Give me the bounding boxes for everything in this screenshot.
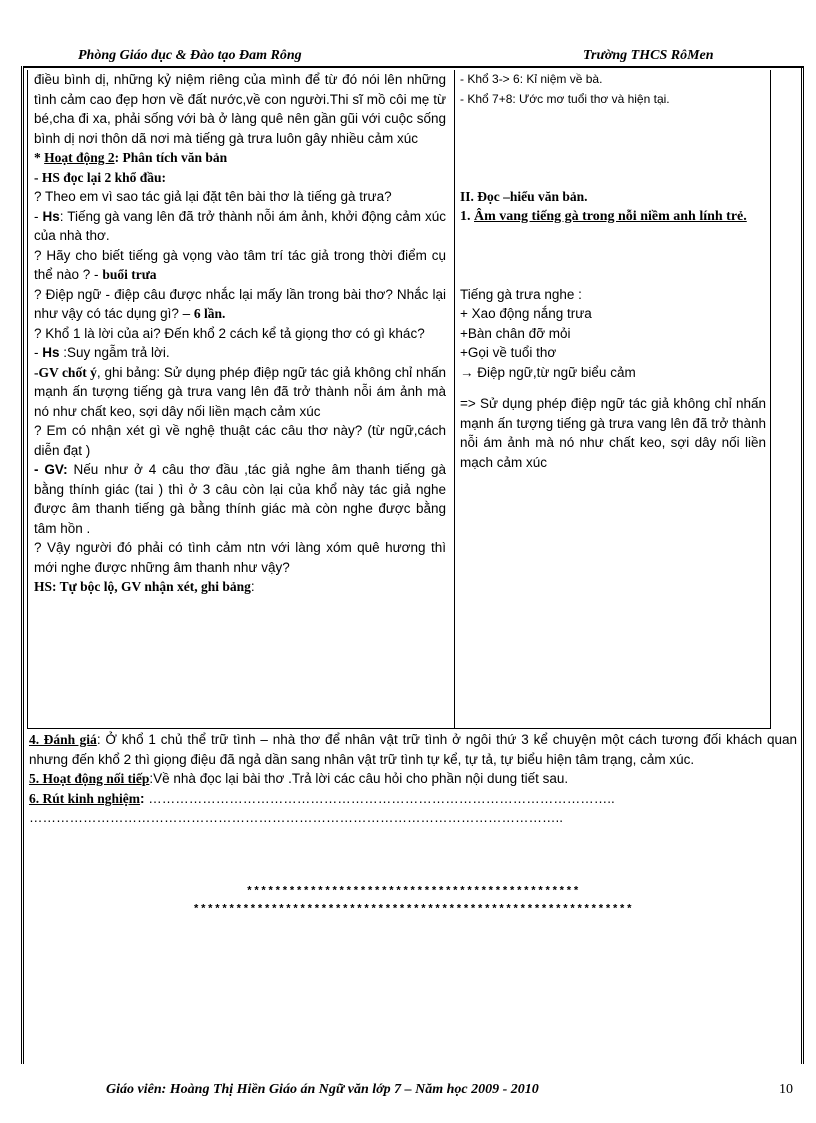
lesson-content-column	[460, 70, 766, 472]
page-number: 10	[779, 1082, 793, 1097]
heard-intro: Tiếng gà trưa nghe :	[460, 286, 582, 302]
conclusion-paragraph: => Sử dụng phép điệp ngữ tác giả không chỉ nhấn mạnh ấn tượng tiếng gà trưa vang lên đã trở thành nỗi ám ảnh mà nó như chất keo, sợi dây nối liền mạch cảm xúc	[460, 396, 766, 470]
answer-4: - Hs :Suy ngẫm trả lời.	[34, 345, 170, 360]
teacher-activities-column	[34, 70, 446, 597]
section-5-followup: 5. Hoạt động nối tiếp:Về nhà đọc lại bài thơ .Trả lời các câu hỏi cho phần nội dung tiết sau.	[29, 771, 569, 786]
header-rule	[24, 66, 803, 68]
heard-item-3: +Gọi về tuổi thơ	[460, 345, 557, 360]
table-border-bottom	[27, 728, 771, 729]
section-2-heading: II. Đọc –hiểu văn bản.	[460, 189, 588, 204]
question-2-answer: buổi trưa	[102, 267, 157, 282]
closing-sections	[29, 730, 797, 828]
question-6: ? Vậy người đó phải có tình cảm ntn với làng xóm quê hương thì mới nghe được những âm thanh như vậy?	[34, 540, 446, 575]
activity-2-label: Hoạt động 2	[44, 150, 115, 165]
intro-paragraph: điều bình dị, những kỷ niệm riêng của mình để từ đó nói lên những tình cảm cao đẹp hơn về đất nước,về con người.Thi sĩ mồ côi mẹ từ bé,cha đi xa, phải sống với bà ở làng quê nên gần gũi với cuộc sống bình dị nơi thôn dã nơi mà tiếng gà trưa luôn gây nhiều cảm xúc	[34, 72, 446, 146]
question-5: ? Em có nhận xét gì về nghệ thuật các câu thơ này? (từ ngữ,cách diễn đạt )	[34, 423, 446, 458]
section-6-experience: 6. Rút kinh nghiệm: …………………………………………………………………………………………..	[29, 790, 615, 806]
stanza-3-6: - Khổ 3-> 6: Kỉ niệm về bà.	[460, 72, 603, 86]
header-right: Trường THCS RôMen	[583, 48, 714, 63]
question-3-answer: 6 lần.	[193, 306, 226, 321]
gv-explanation: - GV: Nếu như ở 4 câu thơ đầu ,tác giả nghe âm thanh tiếng gà bằng thính giác (tai ) thì ở 3 câu còn lại của khổ này tác giả nghe được âm thanh tiếng gà bằng thính giác mà còn nghe được bằng tâm hồn .	[34, 462, 446, 536]
heard-item-4: → Điệp ngữ,từ ngữ biểu cảm	[460, 364, 636, 380]
stars-line-2: **************************************************************	[192, 904, 634, 916]
question-2: ? Hãy cho biết tiếng gà vọng vào tâm trí tác giả trong thời điểm cụ thể nào ? - buổi trưa	[34, 247, 446, 282]
heard-item-1: + Xao động nắng trưa	[460, 306, 592, 321]
page-border-left	[21, 66, 24, 1064]
header-left: Phòng Giáo dục & Đào tạo Đam Rông	[78, 48, 302, 63]
heard-item-2: +Bàn chân đỡ mỏi	[460, 325, 571, 341]
table-divider	[454, 70, 455, 729]
page-border-right	[801, 66, 804, 1064]
question-1: ? Theo em vì sao tác giả lại đặt tên bài thơ là tiếng gà trưa?	[34, 189, 392, 204]
activity-2-heading: * Hoạt động 2: Phân tích văn bản	[34, 150, 228, 165]
section-6-dots: ………………………………………………………………………………………………………..	[29, 810, 564, 825]
stars-line-1: ***********************************************	[246, 886, 580, 898]
footer-text: Giáo viên: Hoàng Thị Hiền Giáo án Ngữ văn lớp 7 – Năm học 2009 - 2010	[106, 1082, 539, 1097]
subsection-1-heading: 1. Âm vang tiếng gà trong nỗi niềm anh lính trẻ.	[460, 208, 747, 224]
question-3: ? Điệp ngữ - điệp câu được nhắc lại mấy lần trong bài thơ? Nhắc lại như vậy có tác dụng gì? – 6 lần.	[34, 286, 446, 321]
table-border-left	[27, 70, 28, 729]
gv-conclusion: -GV chốt ý, ghi bảng: Sử dụng phép điệp ngữ tác giả không chỉ nhấn mạnh ấn tượng tiếng gà trưa vang lên đã trở thành nỗi ám ảnh mà nó như chất keo, sợi dây nối liền mạch cảm xúc	[34, 364, 447, 419]
table-border-right	[770, 70, 771, 729]
stanza-7-8: - Khổ 7+8: Ước mơ tuổi thơ và hiện tại.	[460, 91, 670, 106]
question-4: ? Khổ 1 là lời của ai? Đến khổ 2 cách kể tả giọng thơ có gì khác?	[34, 325, 425, 341]
answer-1: - Hs: Tiếng gà vang lên đã trở thành nỗi ám ảnh, khởi động cảm xúc của nhà thơ.	[34, 208, 446, 243]
section-4-evaluation: 4. Đánh giá: Ở khổ 1 chủ thể trữ tình – nhà thơ để nhân vật trữ tình ở ngôi thứ 3 kể chuyện một cách tương đối khách quan nhưng đến khổ 2 thì giọng điệu đã ngả dần sang nhân vật trữ tình tự kể, tự tả, tự biểu hiện tâm trạng, cảm xúc.	[29, 732, 797, 767]
hs-final: HS: Tự bộc lộ, GV nhận xét, ghi bảng:	[34, 579, 255, 594]
arrow-icon: →	[460, 364, 474, 380]
hs-read-instruction: - HS đọc lại 2 khổ đầu:	[34, 169, 167, 185]
